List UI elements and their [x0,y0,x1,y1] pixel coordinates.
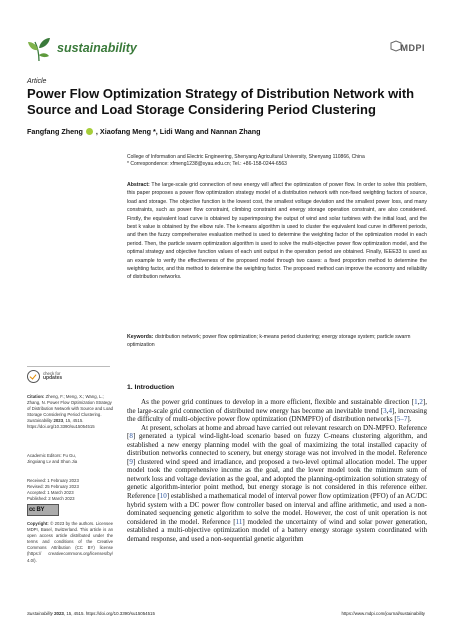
text-run: ]. [407,415,412,424]
citation-link[interactable]: 3 [383,406,387,415]
section-heading: 1. Introduction [127,384,175,391]
abstract [127,181,427,282]
cc-badge-text: cc BY [29,506,45,513]
text-run: ] modeled the uncertainty of wind and solar power generation, established a multi-objective optimization model of a battery energy storage system coordinated with demand response, and used a non-sequential genetic algorithm [127,517,427,543]
citation-block [27,394,113,431]
author-rest: , Xiaofang Meng *, Lidi Wang and Nannan Zhang [95,127,261,136]
check-updates-line2: updates [43,375,63,381]
citation-journal: Sustainability [27,418,53,424]
introduction-body [127,398,427,543]
check-updates-label [43,371,62,381]
publication-dates [27,478,113,502]
citation-link[interactable]: 2 [419,398,423,406]
text-run: ] established a mathematical model of interval power flow optimization (PFO) of an AC/DC hybrid system with a DC power flow controller based on interval and affine arithmetic, and used a non-dominated sequencing genetic algorithm to solve the model. However, the cost of unit operation is not considered in the model. Reference [ [127,492,427,526]
check-updates-line1: check for [43,371,61,376]
citation-year: 2023 [52,418,64,424]
keywords-text: distribution network; power flow optimization; k-means period clustering; energy storage system; particle swarm optimization [127,334,411,349]
date-revised: Revised: 25 February 2023 [27,484,79,490]
citation-link[interactable]: 9 [129,457,133,466]
check-for-updates-badge[interactable] [27,370,113,390]
citation-label: Citation: [27,394,45,399]
text-run: ] generated a typical wind-light-load scenario based on fuzzy C-means clustering algorithm, and established a new energy planning model with the goal of maximizing the total installed capacity of distribution networks connected to scenery, but energy storage was not involved in the model. Reference [ [127,432,427,466]
intro-paragraph-2 [127,424,427,544]
citation-link[interactable]: 4 [388,406,392,415]
correspondence-text: * Correspondence: xfmeng1238@syau.edu.cn; Tel.: +86-158-0244-6563 [127,161,287,167]
article-type: Article [27,78,47,85]
copyright-text: © 2023 by the authors. Licensee MDPI, Basel, Switzerland. This article is an open access article distributed under the terms and conditions of the Creative Commons Attribution (CC BY) license (https:// creativecommons.org/licenses/by/ 4.0/). [27,521,113,563]
citation-doi[interactable]: , 15, 4515. https://doi.org/10.3390/su15054515 [27,418,95,430]
academic-editors [27,453,113,465]
citation-link[interactable]: 1 [414,398,418,406]
footer-journal: Sustainability [27,611,53,616]
text-run: , [386,406,389,415]
cc-by-license-icon[interactable] [27,504,59,516]
intro-paragraph-1 [127,398,427,424]
footer-year: 2023 [52,611,64,616]
check-updates-icon [27,370,40,383]
citation-link[interactable]: 11 [235,517,243,526]
affiliation-block [127,154,427,168]
copyright-block [27,521,113,564]
text-run: At present, scholars at home and abroad have carried out relevant research on DN-MPFO. Reference [ [127,423,427,441]
journal-header [27,36,425,66]
date-accepted: Accepted: 1 March 2023 [27,490,74,496]
keywords [127,333,427,350]
text-run: As the power grid continues to develop in a more efficient, flexible and sustainable direction [ [141,398,415,406]
date-published: Published: 2 March 2023 [27,496,75,502]
journal-name[interactable]: sustainability [57,41,137,55]
editors-names: Jingxiang Lv and Shun Jia [27,459,78,465]
footer-citation [27,611,155,616]
abstract-text: The large-scale grid connection of new energy will affect the optimization of power flow. In order to solve this problem, this paper proposes a power flow optimization strategy model of a distribution network with non-fixed weighting factors of source, load and storage. The objective function is the lowest cost, the smallest voltage deviation and the smallest power loss, and many constraints, such as power flow constraint, climbing constraint and energy storage operation constraint, are also considered. Firstly, the equivalent load curve is obtained by superimposing the output of wind and solar turbines with the initial load, and the best k value is obtained by the elbow rule. The k-means algorithm is used to cluster the equivalent load curve in different periods, and then the fuzzy comprehensive evaluation method is used to determine the weighting factor of the optimization model in each period. Then, the particle swarm optimization algorithm is used to solve the multi-objective power flow optimization model, and the optimal strategy and objective function values of each unit output in the operation period are obtained. Finally, IEEE33 is used as an example to verify the effectiveness of the proposed model through two cases: a fixed proportion method to determine the weighting factor, and this method to determine the weighting factor. The proposed method can improve the economy and reliability of distribution networks. [127,182,427,281]
sidebar-divider [27,366,110,367]
editors-label: Academic Editors: Fu Gu, [27,453,76,458]
footer-journal-url[interactable]: https://www.mdpi.com/journal/sustainability [341,611,425,616]
text-run: ], the large-scale grid connection of distributed new energy has become an inevitable trend [ [127,398,427,415]
citation-text: Zheng, F.; Meng, X.; Wang, L.; Zhang, N. Power Flow Optimization Strategy of Distribution Network with Source and Load Storage Considering Period Clustering. [27,394,113,418]
affiliation-text: College of Information and Electric Engineering, Shenyang Agricultural University, Shenyang 110866, China [127,154,365,160]
article-title: Power Flow Optimization Strategy of Distribution Network with Source and Load Storage Considering Period Clustering [27,86,415,117]
citation-link[interactable]: 8 [129,432,133,441]
footer-doi[interactable]: , 15, 4515. https://doi.org/10.3390/su15054515 [63,611,155,616]
date-received: Received: 1 February 2023 [27,478,79,483]
text-run: , [417,398,420,406]
citation-link[interactable]: 10 [159,492,167,501]
text-run: ] clustered wind speed and irradiance, and proposed a two-level optimal allocation model. The upper model took the comprehensive income as the goal, and the lower model took the minimum sum of network loss and voltage deviation as the goal, and adopted the planning-optimization solution strategy of genetic algorithm-interior point method, but energy storage is not considered in this reference either. Reference [ [127,457,427,501]
author-first[interactable]: Fangfang Zheng [27,127,83,136]
orcid-icon[interactable] [86,128,93,135]
journal-logo-icon [27,36,51,62]
copyright-label: Copyright: [27,521,49,526]
text-run: ], increasing the difficulty of multi-objective power flow optimization (DNMPFO) of distribution networks [ [127,406,427,424]
author-list [27,127,422,136]
keywords-label: Keywords: [127,334,154,340]
publisher-logo-text: MDPI [400,43,425,53]
abstract-label: Abstract: [127,182,150,188]
citation-link[interactable]: 5–7 [396,415,408,424]
